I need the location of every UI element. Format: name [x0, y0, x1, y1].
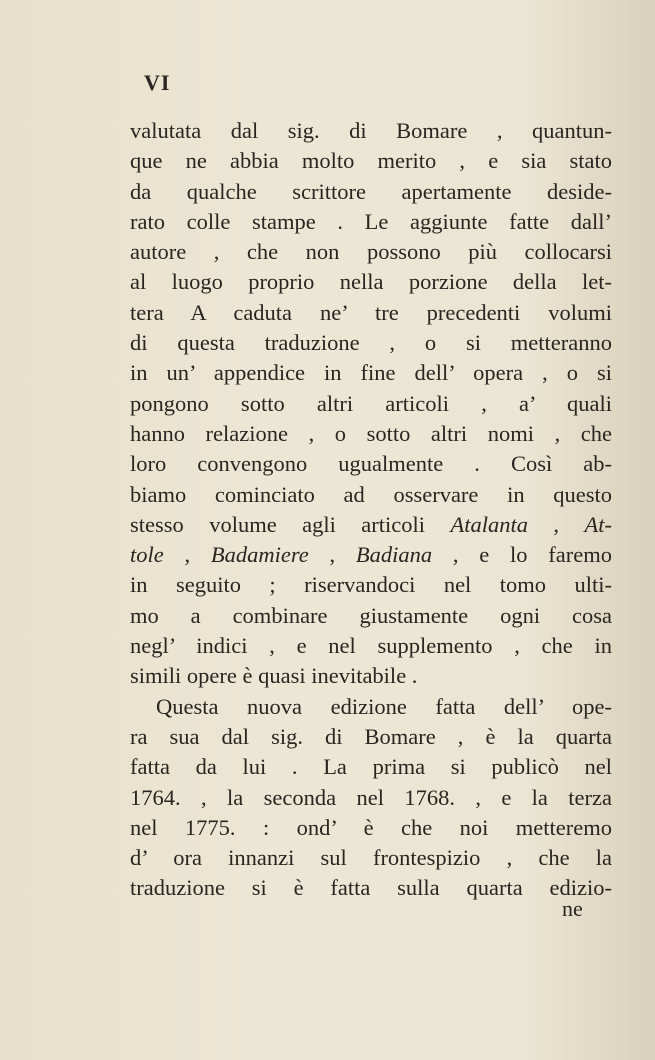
text-line: [130, 722, 612, 752]
text-line: [130, 783, 612, 813]
text-segment: pongono sotto altri articoli , a’ quali: [130, 390, 612, 416]
catchword: ne: [562, 896, 583, 921]
text-segment: que ne abbia molto merito , e sia stato: [130, 148, 612, 174]
text-segment: ,: [163, 542, 211, 568]
text-line: [130, 389, 612, 419]
text-line: [130, 267, 612, 297]
text-line: [130, 146, 612, 176]
text-line: [130, 237, 612, 267]
text-line: [130, 570, 612, 600]
text-segment: di questa traduzione , o si metteranno: [130, 330, 612, 356]
text-segment: simili opere è quasi inevitabile .: [130, 663, 418, 689]
text-segment: stesso volume agli articoli: [130, 511, 451, 537]
text-segment: tera A caduta ne’ tre precedenti volumi: [130, 299, 612, 325]
text-line: [130, 752, 612, 782]
text-segment: mo a combinare giustamente ogni cosa: [130, 602, 612, 628]
text-segment: loro convengono ugualmente . Così ab-: [130, 451, 612, 477]
text-segment: negl’ indici , e nel supplemento , che in: [130, 633, 612, 659]
page-number: VI: [144, 70, 171, 95]
text-line: [130, 177, 612, 207]
text-segment: traduzione si è fatta sulla quarta edizio-: [130, 875, 612, 901]
text-line: [130, 661, 612, 691]
text-segment: fatta da lui . La prima si publicò nel: [130, 754, 612, 780]
text-segment: ra sua dal sig. di Bomare , è la quarta: [130, 723, 612, 749]
text-segment: autore , che non possono più collocarsi: [130, 239, 612, 265]
text-line: [130, 419, 612, 449]
text-segment: hanno relazione , o sotto altri nomi , che: [130, 420, 612, 446]
italic-term: Badamiere: [210, 542, 309, 568]
text-segment: in seguito ; riservandoci nel tomo ulti-: [130, 572, 612, 598]
text-line: [130, 510, 612, 540]
italic-term: At-: [584, 511, 612, 537]
text-line: [130, 358, 612, 388]
text-line: [130, 631, 612, 661]
text-line: [130, 298, 612, 328]
text-line: [130, 813, 612, 843]
text-segment: ,: [308, 542, 356, 568]
text-segment: ,: [527, 511, 585, 537]
text-line: [130, 207, 612, 237]
text-line: [130, 116, 612, 146]
text-segment: , e lo faremo: [432, 542, 613, 568]
text-segment: da qualche scrittore apertamente deside-: [130, 178, 612, 204]
text-segment: biamo cominciato ad osservare in questo: [130, 481, 612, 507]
text-line: [130, 449, 612, 479]
text-line: [130, 692, 612, 722]
text-segment: 1764. , la seconda nel 1768. , e la terza: [130, 784, 612, 810]
text-segment: Questa nuova edizione fatta dell’ ope-: [156, 693, 612, 719]
text-segment: nel 1775. : ond’ è che noi metteremo: [130, 814, 612, 840]
text-line: [130, 540, 612, 570]
text-segment: valutata dal sig. di Bomare , quantun-: [130, 118, 612, 143]
italic-term: tole: [130, 542, 164, 568]
text-line: [130, 873, 612, 903]
italic-term: Badiana: [355, 542, 433, 568]
text-line: [130, 843, 612, 873]
text-line: [130, 480, 612, 510]
text-segment: in un’ appendice in fine dell’ opera , o si: [130, 360, 612, 386]
text-segment: al luogo proprio nella porzione della let-: [130, 269, 612, 295]
text-segment: rato colle stampe . Le aggiunte fatte dall’: [130, 208, 612, 234]
text-line: [130, 601, 612, 631]
italic-term: Atalanta: [450, 511, 528, 537]
text-line: [130, 328, 612, 358]
text-segment: d’ ora innanzi sul frontespizio , che la: [130, 845, 612, 871]
body-text: [130, 116, 612, 904]
